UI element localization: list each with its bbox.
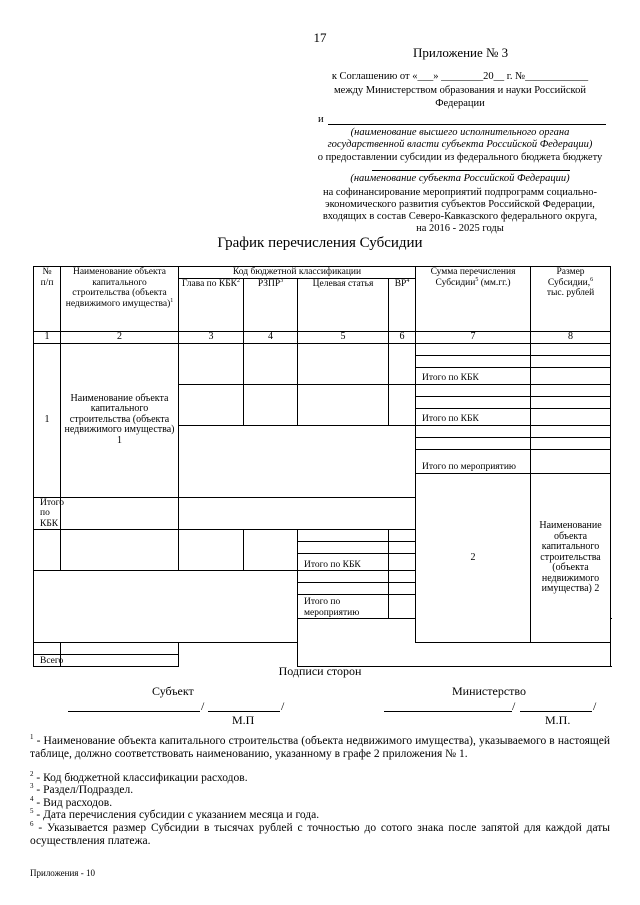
header-line1: к Соглашению от «___» ________20__ г. №____________ bbox=[331, 71, 589, 82]
row-1-sum[interactable] bbox=[416, 343, 531, 355]
row-1-kbk2-glava[interactable] bbox=[179, 384, 244, 425]
row-1-size[interactable] bbox=[531, 367, 611, 384]
row-1-size[interactable] bbox=[531, 437, 611, 449]
header-rzpr: РЗПР$^3$ bbox=[244, 278, 298, 331]
header-kbk: Код бюджетной классификации bbox=[179, 267, 416, 279]
document-title: График перечисления Субсидии bbox=[217, 235, 423, 251]
col-number-6: 6 bbox=[389, 331, 416, 343]
row-1-size[interactable] bbox=[531, 396, 611, 408]
footnote-2: $^2$ - Код бюджетной классификации расходов. bbox=[30, 770, 248, 784]
row-1-itogo-kbk-2: Итого по КБК bbox=[416, 408, 531, 425]
row-1-kbk1-vr[interactable] bbox=[389, 343, 416, 384]
row-2-size[interactable] bbox=[389, 571, 416, 583]
header-no: № п/п bbox=[34, 267, 61, 332]
row-1-size[interactable] bbox=[531, 343, 611, 355]
header-line3: Федерации bbox=[435, 98, 485, 109]
row-1-sum[interactable] bbox=[416, 425, 531, 437]
header-name: Наименование объекта капитального строительства (объекта недвижимого имущества)$^1$ bbox=[61, 267, 179, 332]
signature-right-line bbox=[384, 711, 512, 712]
row-2-itogo-kbk-2: Итого по КБК bbox=[298, 554, 389, 571]
stamp-right: М.П. bbox=[545, 713, 571, 727]
row-2-kbk2-vr[interactable] bbox=[244, 530, 298, 571]
col-number-4: 4 bbox=[244, 331, 298, 343]
header-line4: о предоставлении субсидии из федерального бюджета бюджету bbox=[317, 152, 603, 163]
slash-1: / bbox=[201, 699, 205, 713]
row-2-kbk2-cel[interactable] bbox=[179, 530, 244, 571]
signature-left-label: Субъект bbox=[152, 684, 194, 698]
row-1-size[interactable] bbox=[531, 408, 611, 425]
signature-left-line bbox=[68, 711, 200, 712]
appendix-title: Приложение № 3 bbox=[413, 45, 509, 60]
row-1-name: Наименование объекта капитального строительства (объекта недвижимого имущества) 1 bbox=[61, 343, 179, 497]
col-number-7: 7 bbox=[416, 331, 531, 343]
row-1-sum[interactable] bbox=[416, 437, 531, 449]
signatures-title: Подписи сторон bbox=[278, 664, 362, 678]
slash-4: / bbox=[593, 699, 597, 713]
row-2-itogo-mer: Итого по мероприятию bbox=[298, 595, 389, 619]
header-vr: $ВР^4$ bbox=[389, 278, 416, 331]
col-number-2: 2 bbox=[61, 331, 179, 343]
header-line8: на 2016 - 2025 годы bbox=[416, 223, 504, 234]
header-cel: Целевая статья bbox=[298, 278, 389, 331]
col-number-1: 1 bbox=[34, 331, 61, 343]
header-glava: Глава по КБК$^2$ bbox=[179, 278, 244, 331]
row-1-kbk1-cel[interactable] bbox=[298, 343, 389, 384]
header-italic3: (наименование субъекта Российской Федерации) bbox=[350, 173, 570, 184]
row-2-itogo-kbk: Итого по КБК bbox=[34, 497, 61, 530]
row-2-name: Наименование объекта капитального строительства (объекта недвижимого имущества) 2 bbox=[531, 473, 611, 643]
row-2-kbk2-rzpr[interactable] bbox=[61, 530, 179, 571]
row-2-kbk2-glava[interactable] bbox=[34, 530, 61, 571]
row-2-number: 2 bbox=[416, 473, 531, 643]
row-1-kbk1-rzpr[interactable] bbox=[244, 343, 298, 384]
header-and: и bbox=[318, 114, 324, 125]
row-1-size[interactable] bbox=[531, 425, 611, 437]
subsidy-schedule-table bbox=[33, 266, 611, 667]
header-italic1: (наименование высшего исполнительного органа bbox=[350, 127, 570, 138]
row-1-sum[interactable] bbox=[416, 355, 531, 367]
total-empty-area bbox=[298, 619, 611, 667]
footnote-5: $^5$ - Дата перечисления субсидии с указанием месяца и года. bbox=[30, 807, 320, 821]
header-line6: экономического развития субъектов Российской Федерации, bbox=[325, 199, 595, 210]
total-vsego: Всего bbox=[34, 655, 61, 667]
col-number-3: 3 bbox=[179, 331, 244, 343]
row-2-sum[interactable] bbox=[298, 583, 389, 595]
row-1-kbk1-glava[interactable] bbox=[179, 343, 244, 384]
row-1-kbk2-cel[interactable] bbox=[298, 384, 389, 425]
page-number: 17 bbox=[313, 30, 327, 45]
total-sum[interactable] bbox=[34, 643, 61, 655]
row-1-itogo-kbk: Итого по КБК bbox=[416, 367, 531, 384]
footnote-6: $^6$ - Указывается размер Субсидии в тысячах рублей с точностью до сотого знака после запятой для каждой даты осуществления платежа. bbox=[30, 820, 610, 847]
row-1-number: 1 bbox=[34, 343, 61, 497]
signature-left-name-line bbox=[208, 711, 280, 712]
row-1-kbk2-rzpr[interactable] bbox=[244, 384, 298, 425]
row-1-size[interactable] bbox=[531, 384, 611, 396]
row-2-size[interactable] bbox=[389, 583, 416, 595]
row-2-size[interactable] bbox=[389, 554, 416, 571]
row-2-sum[interactable] bbox=[298, 571, 389, 583]
footnote-3: $^3$ - Раздел/Подраздел. bbox=[30, 782, 134, 796]
total-size[interactable] bbox=[61, 643, 179, 655]
row-1-empty-kbk bbox=[179, 425, 416, 497]
row-1-itogo-mer: Итого по мероприятию bbox=[416, 449, 531, 473]
col-number-8: 8 bbox=[531, 331, 611, 343]
header-blank-line-2 bbox=[372, 170, 570, 171]
stamp-left: М.П bbox=[232, 713, 255, 727]
header-italic2: государственной власти субъекта Российской Федерации) bbox=[327, 139, 593, 150]
header-line7: входящих в состав Северо-Кавказского федерального округа, bbox=[322, 211, 598, 222]
footnote-1: $^1$ - Наименование объекта капитального строительства (объекта недвижимого имущества), указываемого в настоящей таблице, должно соответствовать наименованию, указанному в графе 2 приложения № 1. bbox=[30, 733, 610, 760]
col-number-5: 5 bbox=[298, 331, 389, 343]
bottom-label: Приложения - 10 bbox=[30, 868, 95, 878]
row-2-size[interactable] bbox=[61, 497, 179, 530]
row-1-sum[interactable] bbox=[416, 396, 531, 408]
header-line2: между Министерством образования и науки Российской bbox=[334, 85, 586, 96]
row-1-size[interactable] bbox=[531, 449, 611, 473]
row-2-size[interactable] bbox=[389, 542, 416, 554]
row-2-size[interactable] bbox=[389, 595, 416, 619]
header-blank-line bbox=[328, 124, 606, 125]
row-2-sum[interactable] bbox=[298, 542, 389, 554]
header-sum: Сумма перечисления Субсидии$^5$ (мм.гг.) bbox=[416, 267, 531, 332]
header-line5: на софинансирование мероприятий подпрограмм социально- bbox=[323, 187, 597, 198]
signature-right-label: Министерство bbox=[452, 684, 526, 698]
row-2-size[interactable] bbox=[389, 530, 416, 542]
header-size: Размер Субсидии,$^6$ тыс. рублей bbox=[531, 267, 611, 332]
footnote-4: $^4$ - Вид расходов. bbox=[30, 795, 113, 809]
row-1-kbk2-vr[interactable] bbox=[389, 384, 416, 425]
slash-3: / bbox=[512, 699, 516, 713]
slash-2: / bbox=[281, 699, 285, 713]
signature-right-name-line bbox=[520, 711, 592, 712]
row-1-sum[interactable] bbox=[416, 384, 531, 396]
row-2-empty-kbk bbox=[34, 571, 298, 643]
row-1-size[interactable] bbox=[531, 355, 611, 367]
row-2-sum[interactable] bbox=[298, 530, 389, 542]
